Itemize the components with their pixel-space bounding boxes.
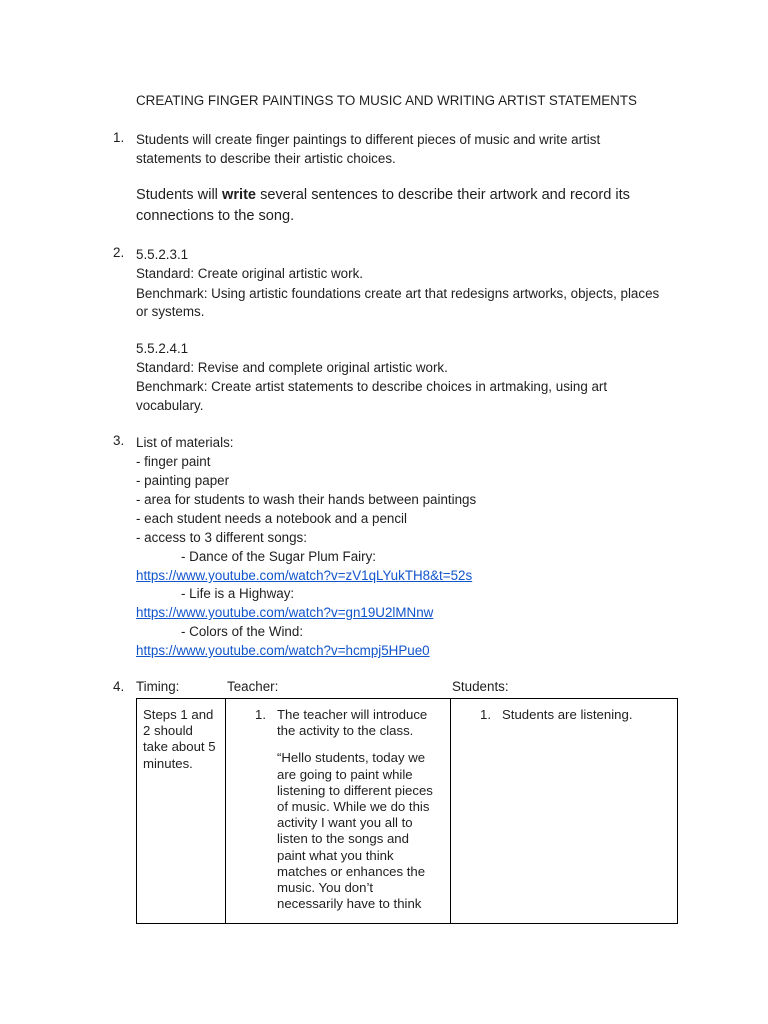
teacher-line: necessarily have to think [277, 896, 422, 912]
teacher-line: matches or enhances the [277, 863, 426, 879]
material-item: - painting paper [136, 473, 230, 488]
document-title: CREATING FINGER PAINTINGS TO MUSIC AND WRITING ARTIST STATEMENTS [136, 93, 637, 108]
benchmark-1-line-2: or systems. [136, 304, 205, 319]
objective-line-1: Students will create finger paintings to different pieces of music and write artist [136, 132, 601, 147]
students-header: Students: [452, 679, 509, 694]
song-name: - Dance of the Sugar Plum Fairy: [181, 549, 376, 564]
timing-header: Timing: [136, 679, 180, 694]
song-name: - Life is a Highway: [181, 586, 295, 601]
materials-heading: List of materials: [136, 435, 234, 450]
assessment-text-pre: Students will [136, 187, 222, 203]
standard-code-2: 5.5.2.4.1 [136, 341, 189, 356]
teacher-line: are going to paint while [277, 766, 413, 782]
list-number-2: 2. [113, 245, 125, 260]
timing-line: 2 should [143, 723, 193, 739]
assessment-text-post: several sentences to describe their artwork and record its [256, 187, 630, 203]
column-divider [225, 699, 226, 923]
column-divider [450, 699, 451, 923]
timing-cell [143, 707, 216, 772]
benchmark-1-line-1: Benchmark: Using artistic foundations create art that redesigns artworks, objects, places [136, 286, 660, 301]
material-item: - each student needs a notebook and a pencil [136, 511, 407, 526]
standard-1: Standard: Create original artistic work. [136, 266, 363, 281]
assessment-paragraph-line-2: connections to the song. [136, 208, 295, 224]
material-item: - area for students to wash their hands between paintings [136, 492, 477, 507]
list-number-4: 4. [113, 679, 125, 694]
song-link[interactable]: https://www.youtube.com/watch?v=zV1qLYukTH8&t=52s [136, 568, 473, 583]
teacher-step-number: 1. [255, 707, 266, 722]
teacher-line: activity I want you all to [277, 815, 413, 831]
teacher-line: listen to the songs and [277, 831, 409, 847]
objective-line-2: statements to describe their artistic choices. [136, 151, 396, 166]
song-name: - Colors of the Wind: [181, 624, 304, 639]
standard-2: Standard: Revise and complete original artistic work. [136, 360, 448, 375]
teacher-line: “Hello students, today we [277, 750, 426, 766]
benchmark-2-line-1: Benchmark: Create artist statements to describe choices in artmaking, using art [136, 379, 608, 394]
assessment-bold-word: write [221, 187, 257, 203]
teacher-line: the activity to the class. [277, 723, 414, 739]
timing-line: take about 5 [143, 739, 216, 755]
teacher-line: The teacher will introduce [277, 707, 428, 722]
teacher-line: of music. While we do this [277, 799, 430, 815]
benchmark-2-line-2: vocabulary. [136, 398, 204, 413]
song-link[interactable]: https://www.youtube.com/watch?v=hcmpj5HPue0 [136, 643, 430, 658]
timing-line: Steps 1 and [143, 707, 214, 722]
assessment-paragraph [136, 185, 630, 206]
students-cell: Students are listening. [502, 707, 633, 722]
teacher-cell [277, 707, 447, 912]
list-number-3: 3. [113, 433, 125, 448]
teacher-line: music. You don’t [277, 880, 374, 896]
standard-code-1: 5.5.2.3.1 [136, 247, 189, 262]
material-item: - access to 3 different songs: [136, 530, 307, 545]
song-link[interactable]: https://www.youtube.com/watch?v=gn19U2lMNnw [136, 605, 434, 620]
teacher-line: paint what you think [277, 847, 394, 863]
students-step-number: 1. [480, 707, 491, 722]
teacher-header: Teacher: [227, 679, 279, 694]
timing-line: minutes. [143, 755, 193, 771]
teacher-line: listening to different pieces [277, 782, 433, 798]
material-item: - finger paint [136, 454, 211, 469]
lesson-table [136, 698, 678, 924]
list-number-1: 1. [113, 130, 125, 145]
